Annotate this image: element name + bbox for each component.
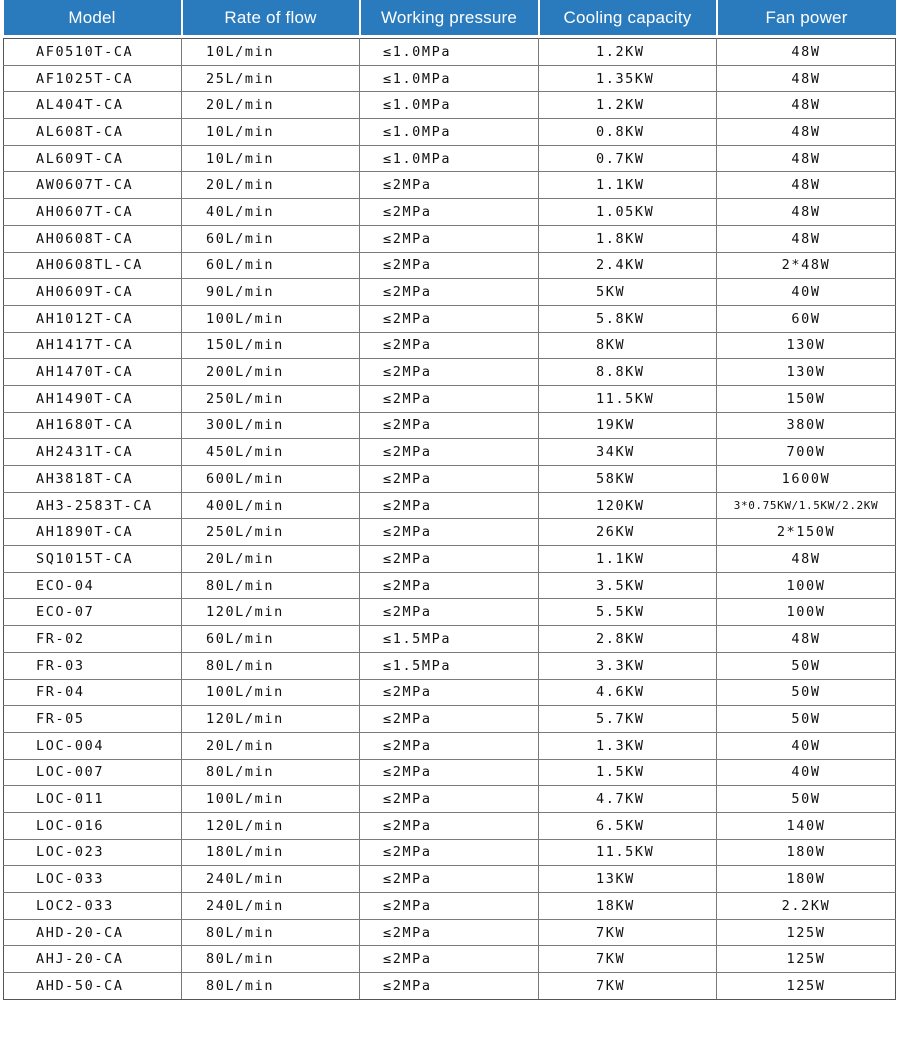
cell-model: AH1680T-CA	[4, 412, 182, 439]
cell-pressure: ≤1.0MPa	[360, 119, 539, 146]
cell-pressure: ≤2MPa	[360, 252, 539, 279]
cell-pressure: ≤2MPa	[360, 759, 539, 786]
cell-pressure: ≤2MPa	[360, 866, 539, 893]
cell-cooling: 18KW	[539, 893, 717, 920]
cell-fan: 50W	[717, 679, 896, 706]
table-row	[4, 412, 896, 439]
cell-fan: 125W	[717, 919, 896, 946]
cell-flow: 90L/min	[182, 279, 360, 306]
cell-cooling: 0.8KW	[539, 119, 717, 146]
table-row	[4, 119, 896, 146]
cell-fan: 3*0.75KW/1.5KW/2.2KW	[717, 492, 896, 519]
cell-flow: 10L/min	[182, 119, 360, 146]
table-row	[4, 92, 896, 119]
cell-fan: 125W	[717, 946, 896, 973]
cell-pressure: ≤2MPa	[360, 599, 539, 626]
cell-pressure: ≤2MPa	[360, 679, 539, 706]
cell-cooling: 1.2KW	[539, 92, 717, 119]
cell-flow: 40L/min	[182, 199, 360, 226]
cell-cooling: 26KW	[539, 519, 717, 546]
cell-fan: 50W	[717, 706, 896, 733]
table-row	[4, 946, 896, 973]
cell-fan: 125W	[717, 973, 896, 1000]
cell-model: LOC2-033	[4, 893, 182, 920]
cell-cooling: 5KW	[539, 279, 717, 306]
cell-fan: 48W	[717, 225, 896, 252]
cell-pressure: ≤2MPa	[360, 199, 539, 226]
table-row	[4, 866, 896, 893]
spec-table	[3, 0, 896, 1000]
cell-flow: 200L/min	[182, 359, 360, 386]
cell-pressure: ≤2MPa	[360, 812, 539, 839]
table-row	[4, 839, 896, 866]
cell-model: FR-05	[4, 706, 182, 733]
cell-fan: 48W	[717, 119, 896, 146]
table-row	[4, 385, 896, 412]
cell-fan: 150W	[717, 385, 896, 412]
cell-cooling: 120KW	[539, 492, 717, 519]
cell-pressure: ≤1.5MPa	[360, 626, 539, 653]
cell-fan: 50W	[717, 786, 896, 813]
cell-pressure: ≤2MPa	[360, 359, 539, 386]
cell-flow: 100L/min	[182, 305, 360, 332]
cell-cooling: 1.05KW	[539, 199, 717, 226]
cell-pressure: ≤1.0MPa	[360, 92, 539, 119]
cell-flow: 20L/min	[182, 172, 360, 199]
cell-flow: 25L/min	[182, 65, 360, 92]
cell-flow: 60L/min	[182, 626, 360, 653]
cell-model: LOC-023	[4, 839, 182, 866]
cell-pressure: ≤2MPa	[360, 466, 539, 493]
cell-flow: 250L/min	[182, 385, 360, 412]
cell-cooling: 11.5KW	[539, 385, 717, 412]
header-pressure: Working pressure	[360, 0, 539, 35]
table-row	[4, 39, 896, 66]
cell-model: ECO-04	[4, 572, 182, 599]
cell-model: AH1890T-CA	[4, 519, 182, 546]
table-row	[4, 786, 896, 813]
cell-model: AF1025T-CA	[4, 65, 182, 92]
cell-pressure: ≤2MPa	[360, 732, 539, 759]
cell-flow: 10L/min	[182, 145, 360, 172]
cell-model: AH0608T-CA	[4, 225, 182, 252]
cell-fan: 48W	[717, 172, 896, 199]
cell-cooling: 13KW	[539, 866, 717, 893]
cell-model: AH1470T-CA	[4, 359, 182, 386]
table-row	[4, 599, 896, 626]
cell-model: AH0607T-CA	[4, 199, 182, 226]
cell-model: AH2431T-CA	[4, 439, 182, 466]
cell-cooling: 1.1KW	[539, 546, 717, 573]
header-model: Model	[4, 0, 182, 35]
cell-flow: 450L/min	[182, 439, 360, 466]
cell-cooling: 8.8KW	[539, 359, 717, 386]
cell-pressure: ≤2MPa	[360, 706, 539, 733]
cell-model: AHD-50-CA	[4, 973, 182, 1000]
cell-model: AHD-20-CA	[4, 919, 182, 946]
cell-model: FR-03	[4, 652, 182, 679]
table-row	[4, 919, 896, 946]
cell-cooling: 8KW	[539, 332, 717, 359]
cell-cooling: 1.5KW	[539, 759, 717, 786]
table-row	[4, 252, 896, 279]
cell-flow: 600L/min	[182, 466, 360, 493]
cell-cooling: 2.4KW	[539, 252, 717, 279]
cell-model: AL404T-CA	[4, 92, 182, 119]
cell-model: SQ1015T-CA	[4, 546, 182, 573]
cell-fan: 60W	[717, 305, 896, 332]
cell-model: AW0607T-CA	[4, 172, 182, 199]
cell-pressure: ≤2MPa	[360, 519, 539, 546]
cell-pressure: ≤2MPa	[360, 385, 539, 412]
table-row	[4, 332, 896, 359]
cell-model: LOC-033	[4, 866, 182, 893]
cell-flow: 80L/min	[182, 919, 360, 946]
cell-cooling: 4.7KW	[539, 786, 717, 813]
table-row	[4, 652, 896, 679]
cell-model: AH1417T-CA	[4, 332, 182, 359]
cell-pressure: ≤2MPa	[360, 412, 539, 439]
cell-model: LOC-007	[4, 759, 182, 786]
cell-pressure: ≤2MPa	[360, 332, 539, 359]
table-body	[4, 35, 896, 999]
cell-pressure: ≤2MPa	[360, 305, 539, 332]
cell-fan: 48W	[717, 199, 896, 226]
cell-pressure: ≤2MPa	[360, 225, 539, 252]
cell-flow: 80L/min	[182, 759, 360, 786]
cell-fan: 130W	[717, 332, 896, 359]
table-row	[4, 519, 896, 546]
cell-fan: 50W	[717, 652, 896, 679]
cell-cooling: 5.5KW	[539, 599, 717, 626]
cell-fan: 1600W	[717, 466, 896, 493]
cell-flow: 120L/min	[182, 812, 360, 839]
header-cooling: Cooling capacity	[539, 0, 717, 35]
cell-flow: 400L/min	[182, 492, 360, 519]
cell-cooling: 7KW	[539, 973, 717, 1000]
cell-pressure: ≤2MPa	[360, 172, 539, 199]
header-row	[4, 0, 896, 35]
cell-fan: 40W	[717, 279, 896, 306]
cell-fan: 700W	[717, 439, 896, 466]
cell-flow: 100L/min	[182, 786, 360, 813]
table-row	[4, 492, 896, 519]
table-row	[4, 706, 896, 733]
table-row	[4, 225, 896, 252]
table-row	[4, 893, 896, 920]
cell-fan: 180W	[717, 839, 896, 866]
cell-flow: 10L/min	[182, 39, 360, 66]
cell-flow: 120L/min	[182, 599, 360, 626]
cell-model: FR-04	[4, 679, 182, 706]
cell-model: AH3818T-CA	[4, 466, 182, 493]
cell-fan: 48W	[717, 65, 896, 92]
cell-flow: 240L/min	[182, 893, 360, 920]
cell-pressure: ≤1.0MPa	[360, 65, 539, 92]
cell-cooling: 1.8KW	[539, 225, 717, 252]
cell-cooling: 5.8KW	[539, 305, 717, 332]
cell-cooling: 11.5KW	[539, 839, 717, 866]
cell-flow: 180L/min	[182, 839, 360, 866]
cell-model: AH0609T-CA	[4, 279, 182, 306]
cell-fan: 2*48W	[717, 252, 896, 279]
table-row	[4, 172, 896, 199]
cell-pressure: ≤2MPa	[360, 946, 539, 973]
cell-pressure: ≤2MPa	[360, 973, 539, 1000]
cell-model: LOC-011	[4, 786, 182, 813]
cell-model: FR-02	[4, 626, 182, 653]
cell-cooling: 3.5KW	[539, 572, 717, 599]
cell-fan: 48W	[717, 626, 896, 653]
table-row	[4, 572, 896, 599]
cell-cooling: 58KW	[539, 466, 717, 493]
table-row	[4, 65, 896, 92]
cell-pressure: ≤2MPa	[360, 919, 539, 946]
cell-cooling: 7KW	[539, 946, 717, 973]
cell-fan: 48W	[717, 546, 896, 573]
cell-flow: 300L/min	[182, 412, 360, 439]
cell-cooling: 34KW	[539, 439, 717, 466]
cell-pressure: ≤2MPa	[360, 546, 539, 573]
cell-flow: 20L/min	[182, 546, 360, 573]
table-row	[4, 359, 896, 386]
cell-cooling: 1.2KW	[539, 39, 717, 66]
cell-fan: 48W	[717, 92, 896, 119]
header-fan: Fan power	[717, 0, 896, 35]
cell-pressure: ≤2MPa	[360, 279, 539, 306]
cell-pressure: ≤1.0MPa	[360, 39, 539, 66]
cell-pressure: ≤2MPa	[360, 839, 539, 866]
cell-fan: 2.2KW	[717, 893, 896, 920]
cell-model: AL609T-CA	[4, 145, 182, 172]
table-row	[4, 732, 896, 759]
cell-pressure: ≤1.5MPa	[360, 652, 539, 679]
cell-flow: 250L/min	[182, 519, 360, 546]
cell-cooling: 2.8KW	[539, 626, 717, 653]
cell-fan: 380W	[717, 412, 896, 439]
cell-flow: 20L/min	[182, 92, 360, 119]
cell-model: AH3-2583T-CA	[4, 492, 182, 519]
table-row	[4, 145, 896, 172]
table-row	[4, 305, 896, 332]
cell-model: AH0608TL-CA	[4, 252, 182, 279]
table-row	[4, 279, 896, 306]
cell-fan: 100W	[717, 599, 896, 626]
cell-fan: 48W	[717, 145, 896, 172]
cell-model: AF0510T-CA	[4, 39, 182, 66]
cell-flow: 100L/min	[182, 679, 360, 706]
cell-pressure: ≤2MPa	[360, 893, 539, 920]
cell-model: ECO-07	[4, 599, 182, 626]
table-row	[4, 679, 896, 706]
cell-fan: 48W	[717, 39, 896, 66]
cell-model: LOC-004	[4, 732, 182, 759]
table-row	[4, 546, 896, 573]
cell-fan: 100W	[717, 572, 896, 599]
cell-cooling: 0.7KW	[539, 145, 717, 172]
cell-fan: 180W	[717, 866, 896, 893]
cell-cooling: 3.3KW	[539, 652, 717, 679]
cell-flow: 60L/min	[182, 252, 360, 279]
table-row	[4, 759, 896, 786]
cell-flow: 120L/min	[182, 706, 360, 733]
cell-flow: 80L/min	[182, 652, 360, 679]
cell-pressure: ≤2MPa	[360, 492, 539, 519]
cell-model: AHJ-20-CA	[4, 946, 182, 973]
cell-cooling: 1.3KW	[539, 732, 717, 759]
cell-cooling: 4.6KW	[539, 679, 717, 706]
cell-cooling: 19KW	[539, 412, 717, 439]
cell-flow: 20L/min	[182, 732, 360, 759]
cell-model: AL608T-CA	[4, 119, 182, 146]
table-row	[4, 439, 896, 466]
cell-fan: 40W	[717, 759, 896, 786]
cell-model: AH1012T-CA	[4, 305, 182, 332]
cell-cooling: 7KW	[539, 919, 717, 946]
cell-flow: 240L/min	[182, 866, 360, 893]
cell-pressure: ≤1.0MPa	[360, 145, 539, 172]
cell-flow: 80L/min	[182, 973, 360, 1000]
cell-cooling: 6.5KW	[539, 812, 717, 839]
cell-model: LOC-016	[4, 812, 182, 839]
cell-pressure: ≤2MPa	[360, 439, 539, 466]
cell-model: AH1490T-CA	[4, 385, 182, 412]
cell-flow: 80L/min	[182, 946, 360, 973]
cell-pressure: ≤2MPa	[360, 572, 539, 599]
cell-fan: 40W	[717, 732, 896, 759]
table-row	[4, 626, 896, 653]
cell-flow: 150L/min	[182, 332, 360, 359]
cell-cooling: 5.7KW	[539, 706, 717, 733]
cell-flow: 60L/min	[182, 225, 360, 252]
cell-flow: 80L/min	[182, 572, 360, 599]
cell-fan: 140W	[717, 812, 896, 839]
cell-fan: 130W	[717, 359, 896, 386]
cell-pressure: ≤2MPa	[360, 786, 539, 813]
table-row	[4, 973, 896, 1000]
table-row	[4, 812, 896, 839]
table-row	[4, 199, 896, 226]
cell-cooling: 1.35KW	[539, 65, 717, 92]
cell-fan: 2*150W	[717, 519, 896, 546]
spec-table-container	[3, 0, 895, 1030]
header-flow: Rate of flow	[182, 0, 360, 35]
table-row	[4, 466, 896, 493]
cell-cooling: 1.1KW	[539, 172, 717, 199]
